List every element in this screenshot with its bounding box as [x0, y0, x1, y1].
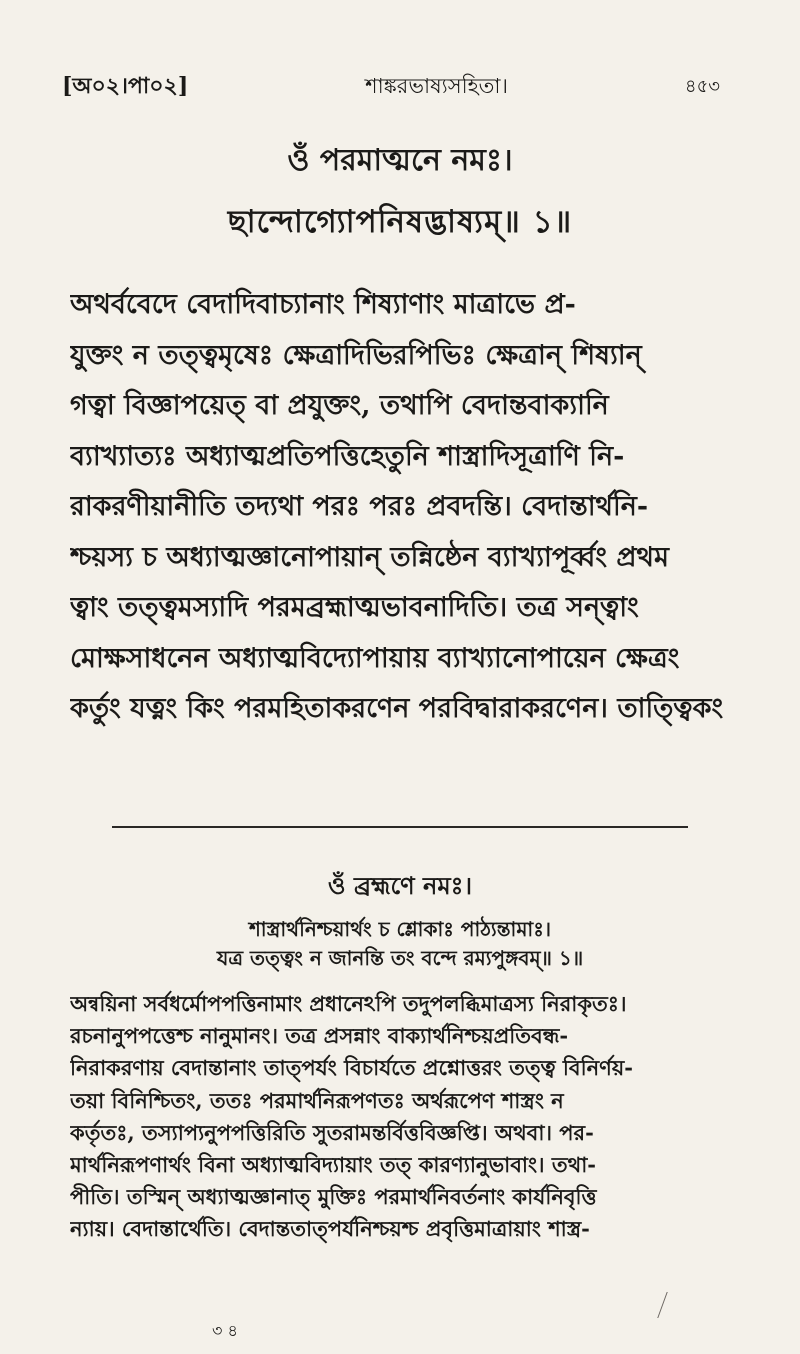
text-line: তয়া বিনিশ্চিতং, ততঃ পরমার্থনিরূপণতঃ অর্থরূপেণ শাস্ত্রং ন	[70, 1087, 564, 1113]
text-line: নিরাকরণায় বেদান্তানাং তাত্পর্যং বিচার্যতে প্রশ্নোত্তরং তত্ত্ব বিনির্ণয়-	[70, 1055, 633, 1081]
header-left-reference: [অ০২।পা০২]	[62, 72, 189, 99]
pencil-mark	[639, 1292, 667, 1318]
verse-line: যত্র তত্ত্বং ন জানন্তি তং বন্দে রম্যপুঙ্গবম্॥ ১॥	[216, 946, 584, 970]
text-line: যুক্তং ন তত্ত্বমৃষেঃ ক্ষেত্রাদিভিরপিভিঃ ক্ষেত্রান্ শিষ্যান্	[70, 339, 642, 371]
printer-signature: ৩ ৪	[212, 1321, 238, 1340]
text-line: পীতি। তস্মিন্ অধ্যাত্মজ্ঞানাত্ মুক্তিঃ পরমার্থনিবর্তনাং কার্যনিবৃত্তি	[70, 1184, 597, 1210]
invocation-2: ওঁ ব্রহ্মণে নমঃ।	[327, 871, 473, 900]
text-line: কর্তৃতঃ, তস্যাপ্যনুপপত্তিরিতি সুতরামন্তর্বিত্তবিজ্ঞপ্তি। অথবা। পর-	[70, 1119, 594, 1145]
text-line: ন্যায়। বেদান্তার্থেতি। বেদান্ততাত্পর্যনিশ্চয়শ্চ প্রবৃত্তিমাত্রায়াং শাস্ত্র-	[70, 1216, 590, 1242]
text-line: গত্বা বিজ্ঞাপয়েত্ বা প্রযুক্তং, তথাপি বেদান্তবাক্যানি	[70, 390, 609, 421]
text-line: শ্চয়স্য চ অধ্যাত্মজ্ঞানোপায়ান্ তন্নিষ্ঠেন ব্যাখ্যাপূর্ব্বং প্রথম	[70, 541, 669, 573]
verse-line: শাস্ত্রার্থনিশ্চয়ার্থং চ শ্লোকাঃ পাঠ্যন্তামাঃ।	[248, 917, 552, 941]
text-line: মার্থনিরূপণার্থং বিনা অধ্যাত্মবিদ্যায়াং তত্ কারণ্যানুভাবাং। তথা-	[70, 1152, 597, 1178]
text-line: কর্তুং যত্নং কিং পরমহিতাকরণেন পরবিদ্বারাকরণেন। তাত্ত্বিকং	[70, 693, 724, 724]
text-line: ব্যাখ্যাত্যঃ অধ্যাত্মপ্রতিপত্তিহেতুনি শাস্ত্রাদিসূত্রাণি নি-	[70, 440, 625, 472]
text-line: অথর্ববেদে বেদাদিবাচ্যানাং শিষ্যাণাং মাত্রাভে প্র-	[70, 289, 576, 320]
commentary-text-block	[70, 988, 730, 1246]
text-line: মোক্ষসাধনেন অধ্যাত্মবিদ্যোপায়ায় ব্যাখ্যানোপায়েন ক্ষেত্রং	[70, 642, 680, 674]
header-page-number: ৪৫৩	[684, 75, 720, 97]
text-line: অন্বয়িনা সর্বধর্মোপপত্তিনামাং প্রধানেঽপি তদুপলব্ধিমাত্রস্য নিরাকৃতঃ।	[70, 991, 627, 1016]
text-line: রচনানুপপত্তেশ্চ নানুমানং। তত্র প্রসন্নাং বাক্যার্থনিশ্চয়প্রতিবন্ধ-	[70, 1023, 569, 1049]
main-text-block	[70, 280, 730, 735]
section-divider	[112, 826, 688, 828]
section-title: ছান্দোগ্যোপনিষদ্ভাষ্যম্॥ ১॥	[227, 204, 573, 240]
running-header	[62, 70, 720, 104]
invocation-1: ওঁ পরমাত্মনে নমঃ।	[287, 143, 513, 178]
text-line: ত্বাং তত্ত্বমস্যাদি পরমব্রহ্মাত্মভাবনাদিতি। তত্র সন্ত্বাং	[70, 592, 639, 623]
header-book-title: শাঙ্করভাষ্যসহিতা।	[365, 73, 509, 98]
text-line: রাকরণীয়ানীতি তদ্যথা পরঃ পরঃ প্রবদন্তি। বেদান্তার্থনি-	[70, 491, 649, 522]
